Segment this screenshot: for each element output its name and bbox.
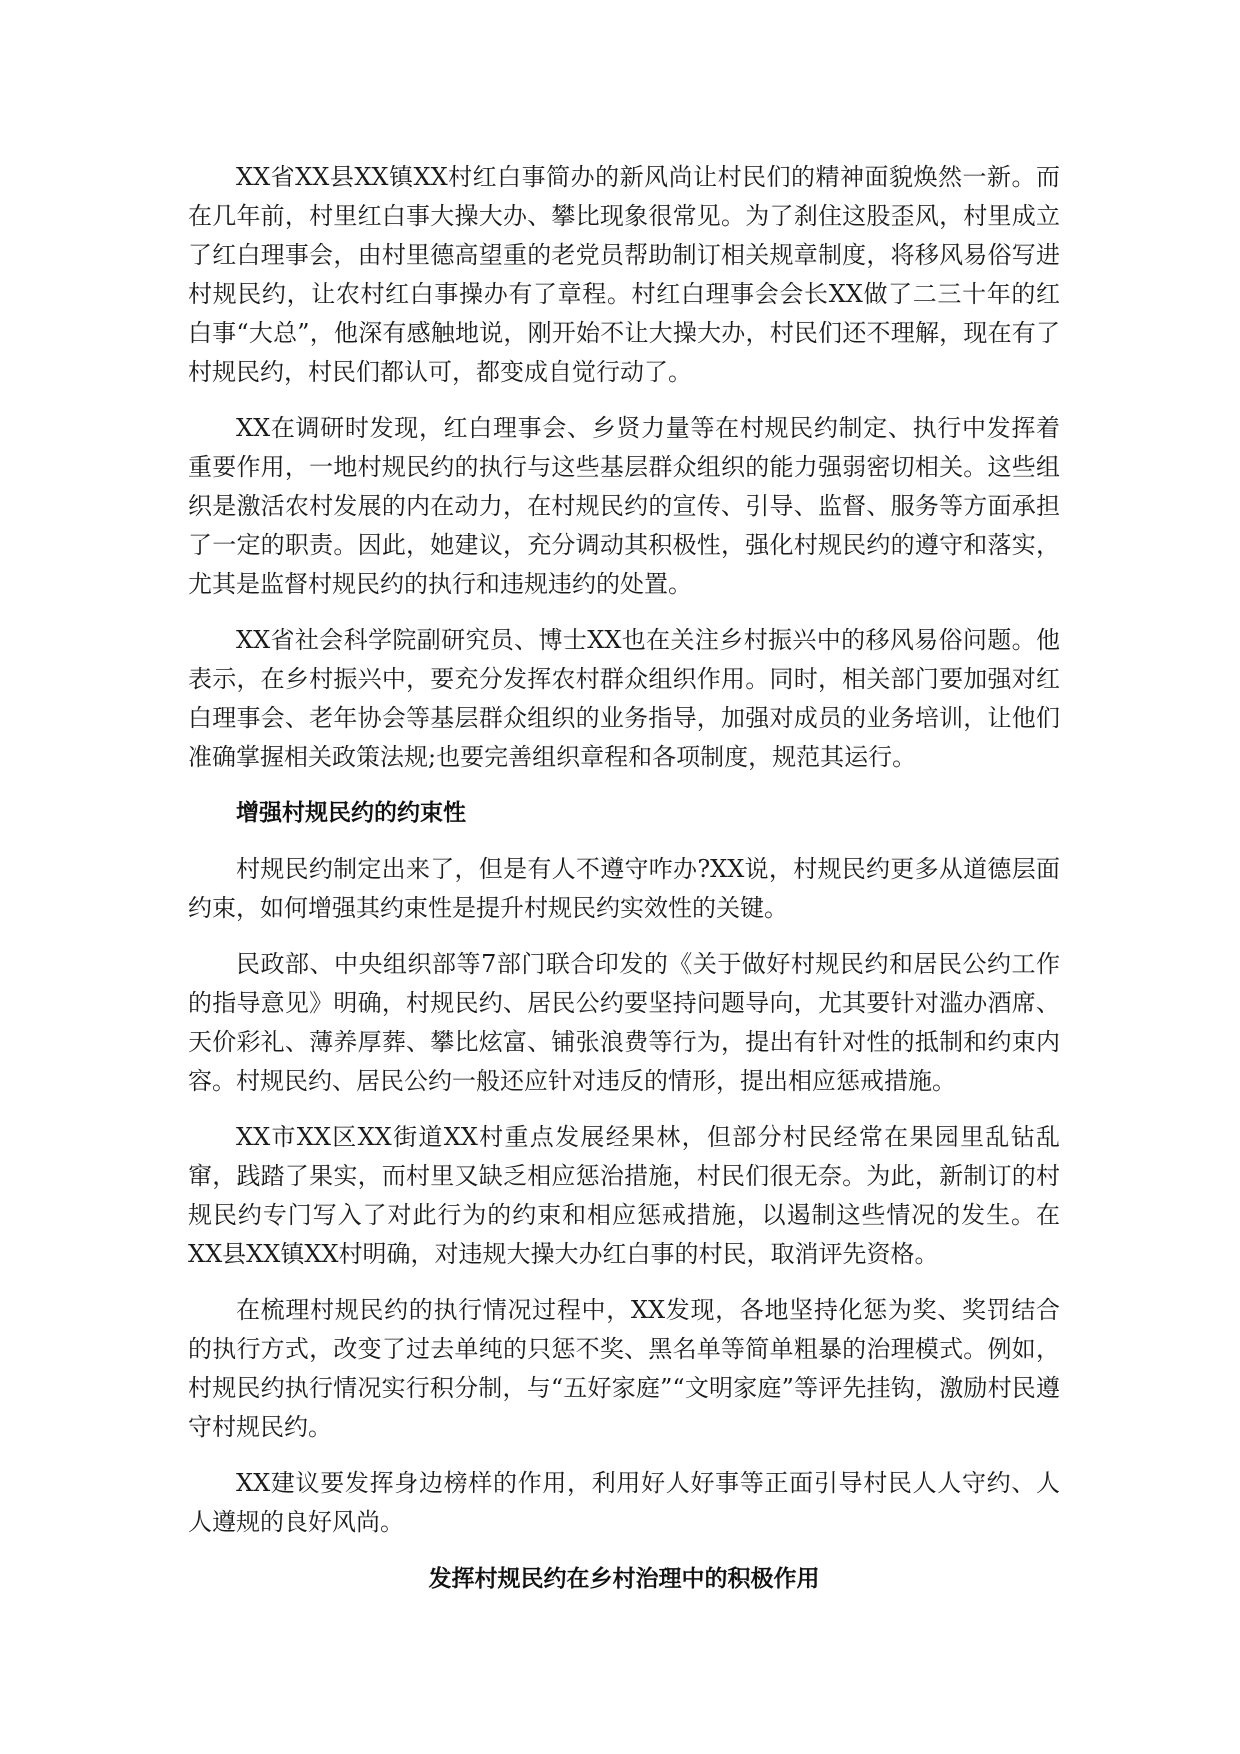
paragraph: XX省XX县XX镇XX村红白事简办的新风尚让村民们的精神面貌焕然一新。而在几年前，村里红白事大操大办、攀比现象很常见。为了刹住这股歪风，村里成立了红白理事会，由村里德高望重的老党员帮助制订相关规章制度，将移风易俗写进村规民约，让农村红白事操办有了章程。村红白理事会会长XX做了二三十年的红白事“大总”，他深有感触地说，刚开始不让大操大办，村民们还不理解，现在有了村规民约，村民们都认可，都变成自觉行动了。 — [188, 163, 1060, 386]
section-heading: 增强村规民约的约束性 — [236, 800, 466, 826]
paragraph: 村规民约制定出来了，但是有人不遵守咋办?XX说，村规民约更多从道德层面约束，如何增强其约束性是提升村规民约实效性的关键。 — [188, 855, 1060, 922]
section-heading-centered: 发挥村规民约在乡村治理中的积极作用 — [428, 1566, 820, 1592]
paragraph: XX在调研时发现，红白理事会、乡贤力量等在村规民约制定、执行中发挥着重要作用，一地村规民约的执行与这些基层群众组织的能力强弱密切相关。这些组织是激活农村发展的内在动力，在村规民约的宣传、引导、监督、服务等方面承担了一定的职责。因此，她建议，充分调动其积极性，强化村规民约的遵守和落实，尤其是监督村规民约的执行和违规违约的处置。 — [188, 414, 1060, 598]
paragraph: 民政部、中央组织部等7部门联合印发的《关于做好村规民约和居民公约工作的指导意见》明确，村规民约、居民公约要坚持问题导向，尤其要针对滥办酒席、天价彩礼、薄养厚葬、攀比炫富、铺张浪费等行为，提出有针对性的抵制和约束内容。村规民约、居民公约一般还应针对违反的情形，提出相应惩戒措施。 — [188, 950, 1060, 1095]
paragraph: XX市XX区XX街道XX村重点发展经果林，但部分村民经常在果园里乱钻乱窜，践踏了果实，而村里又缺乏相应惩治措施，村民们很无奈。为此，新制订的村规民约专门写入了对此行为的约束和相应惩戒措施，以遏制这些情况的发生。在XX县XX镇XX村明确，对违规大操大办红白事的村民，取消评先资格。 — [188, 1123, 1060, 1268]
paragraph: XX建议要发挥身边榜样的作用，利用好人好事等正面引导村民人人守约、人人遵规的良好风尚。 — [188, 1469, 1060, 1536]
paragraph: XX省社会科学院副研究员、博士XX也在关注乡村振兴中的移风易俗问题。他表示，在乡村振兴中，要充分发挥农村群众组织作用。同时，相关部门要加强对红白理事会、老年协会等基层群众组织的业务指导，加强对成员的业务培训，让他们准确掌握相关政策法规;也要完善组织章程和各项制度，规范其运行。 — [188, 626, 1060, 771]
paragraph: 在梳理村规民约的执行情况过程中，XX发现，各地坚持化惩为奖、奖罚结合的执行方式，改变了过去单纯的只惩不奖、黑名单等简单粗暴的治理模式。例如，村规民约执行情况实行积分制，与“五好家庭”“文明家庭”等评先挂钩，激励村民遵守村规民约。 — [188, 1296, 1060, 1441]
document-body — [188, 158, 1060, 1599]
